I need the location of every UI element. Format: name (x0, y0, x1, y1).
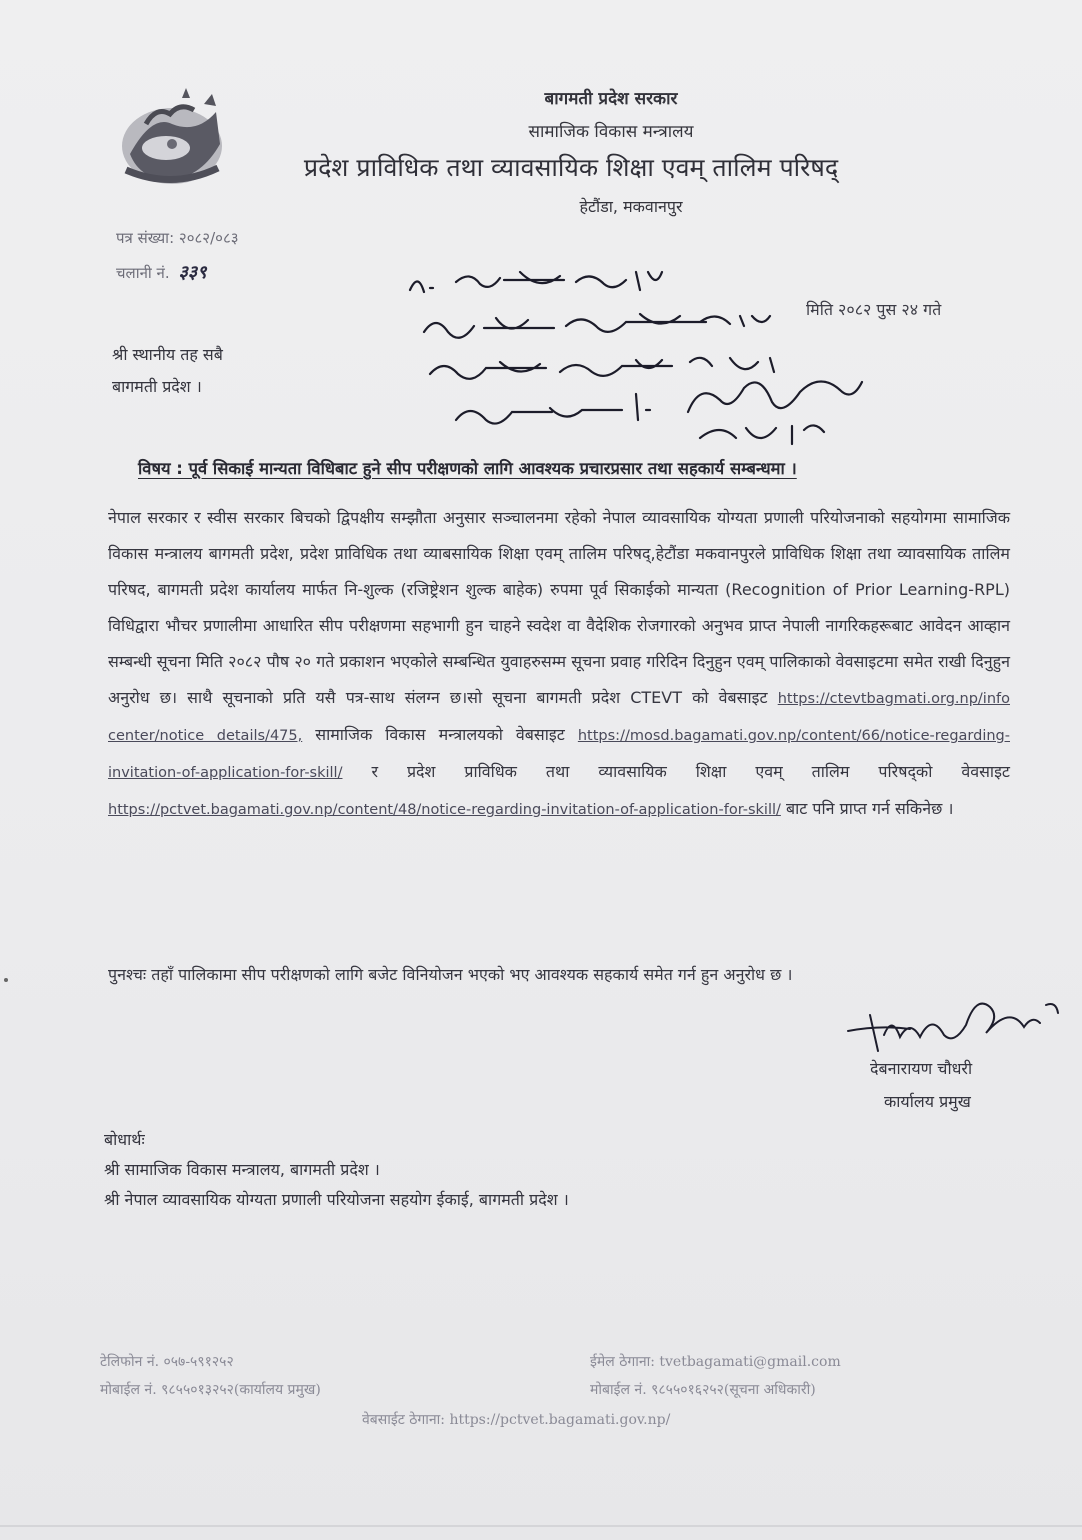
letterhead-government: बागमती प्रदेश सरकार (544, 89, 678, 109)
footer-email: ईमेल ठेगाना: tvetbagamati@gmail.com (590, 1354, 841, 1370)
postscript: पुनश्चः तहाँ पालिकामा सीप परीक्षणको लागि बजेट विनियोजन भएको भए आवश्यक सहकार्य समेत गर्न हुन अनुरोध छ । (108, 965, 793, 984)
letterhead-council: प्रदेश प्राविधिक तथा व्यावसायिक शिक्षा एवम् तालिम परिषद् (303, 153, 839, 182)
letterhead-location: हेटौंडा, मकवानपुर (579, 197, 683, 216)
cc-item: श्री सामाजिक विकास मन्त्रालय, बागमती प्रदेश । (104, 1160, 380, 1179)
dispatch-number (116, 260, 207, 284)
letter-date: मिति २०८२ पुस २४ गते (806, 300, 942, 319)
signatory-designation: कार्यालय प्रमुख (884, 1092, 971, 1111)
letter-number: पत्र संख्या: २०८२/०८३ (116, 229, 239, 247)
mosd-notice-link[interactable]: https://mosd.bagamati.gov.np/content/66/notice-regarding-invitation-of-application-for-skill/ (108, 728, 1010, 781)
letterhead-ministry: सामाजिक विकास मन्त्रालय (528, 122, 694, 142)
letter-body (108, 500, 1010, 828)
signature (840, 985, 1070, 1065)
pctvet-notice-link[interactable]: https://pctvet.bagamati.gov.np/content/48/notice-regarding-invitation-of-application-for-skill/ (108, 802, 781, 818)
addressee-line-1: श्री स्थानीय तह सबै (112, 345, 223, 364)
dispatch-label: चलानी नं. (116, 264, 170, 282)
page-edge (0, 1525, 1082, 1527)
body-text-closing: बाट पनि प्राप्त गर्न सकिनेछ । (785, 799, 954, 818)
ctevt-notice-link[interactable]: https://ctevtbagmati.org.np/info center/notice details/475, (108, 691, 1010, 744)
cc-item: श्री नेपाल व्यावसायिक योग्यता प्रणाली परियोजना सहयोग ईकाई, बागमती प्रदेश । (104, 1190, 569, 1209)
footer-website: वेबसाईट ठेगाना: https://pctvet.bagamati.gov.np/ (362, 1412, 671, 1428)
footer-mobile-info-officer: मोबाईल नं. ९८५५०१६२५२(सूचना अधिकारी) (590, 1382, 816, 1398)
footer-telephone: टेलिफोन नं. ०५७-५९१२५२ (100, 1354, 234, 1370)
punch-mark (4, 978, 8, 982)
dispatch-value: ३३९ (178, 262, 207, 283)
addressee-line-2: बागमती प्रदेश । (112, 377, 202, 396)
handwritten-note (400, 262, 870, 452)
letter-subject: विषय : पूर्व सिकाई मान्यता विधिबाट हुने सीप परीक्षणको लागि आवश्यक प्रचारप्रसार तथा सहकार्य सम्बन्धमा । (138, 459, 797, 478)
footer-mobile-office-head: मोबाईल नं. ९८५५०१३२५२(कार्यालय प्रमुख) (100, 1382, 321, 1398)
cc-label: बोधार्थः (104, 1130, 145, 1149)
body-text-council-website: र प्रदेश प्राविधिक तथा व्यावसायिक शिक्षा एवम् तालिम परिषद्को वेवसाइट (371, 762, 1010, 781)
body-paragraph: नेपाल सरकार र स्वीस सरकार बिचको द्विपक्षीय सम्झौता अनुसार सञ्चालनमा रहेको नेपाल व्यावसायिक योग्यता प्रणाली परियोजनाको सहयोगमा सामाजिक विकास मन्त्रालय बागमती प्रदेश, प्रदेश प्राविधिक तथा व्याबसायिक शिक्षा एवम् तालिम परिषद्,हेटौंडा मकवानपुरले प्राविधिक शिक्षा तथा व्यावसायिक तालिम परिषद, बागमती प्रदेश कार्यालय मार्फत नि-शुल्क (रजिष्ट्रेशन शुल्क बाहेक) रुपमा पूर्व सिकाईको मान्यता (Recognition of Prior Learning-RPL) विधिद्वारा भौचर प्रणालीमा आधारित सीप परीक्षणमा सहभागी हुन चाहने स्वदेश वा वैदेशिक रोजगारको अनुभव प्राप्त नेपाली नागरिकहरूबाट आवेदन आव्हान सम्बन्धी सूचना मिति २०८२ पौष २० गते प्रकाशन भएकोले सम्बन्धित युवाहरुसम्म सूचना प्रवाह गरिदिन दिनुहुन एवम् पालिकाको वेवसाइटमा समेत राखी दिनुहुन अनुरोध छ। साथै सूचनाको प्रति यसै पत्र-साथ संलग्न छ।सो सूचना बागमती प्रदेश CTEVT को वेबसाइट (108, 508, 1011, 707)
signatory-name: देबनारायण चौधरी (870, 1059, 973, 1078)
body-text-ministry-website: सामाजिक विकास मन्त्रालयको वेबसाइट (315, 725, 565, 744)
